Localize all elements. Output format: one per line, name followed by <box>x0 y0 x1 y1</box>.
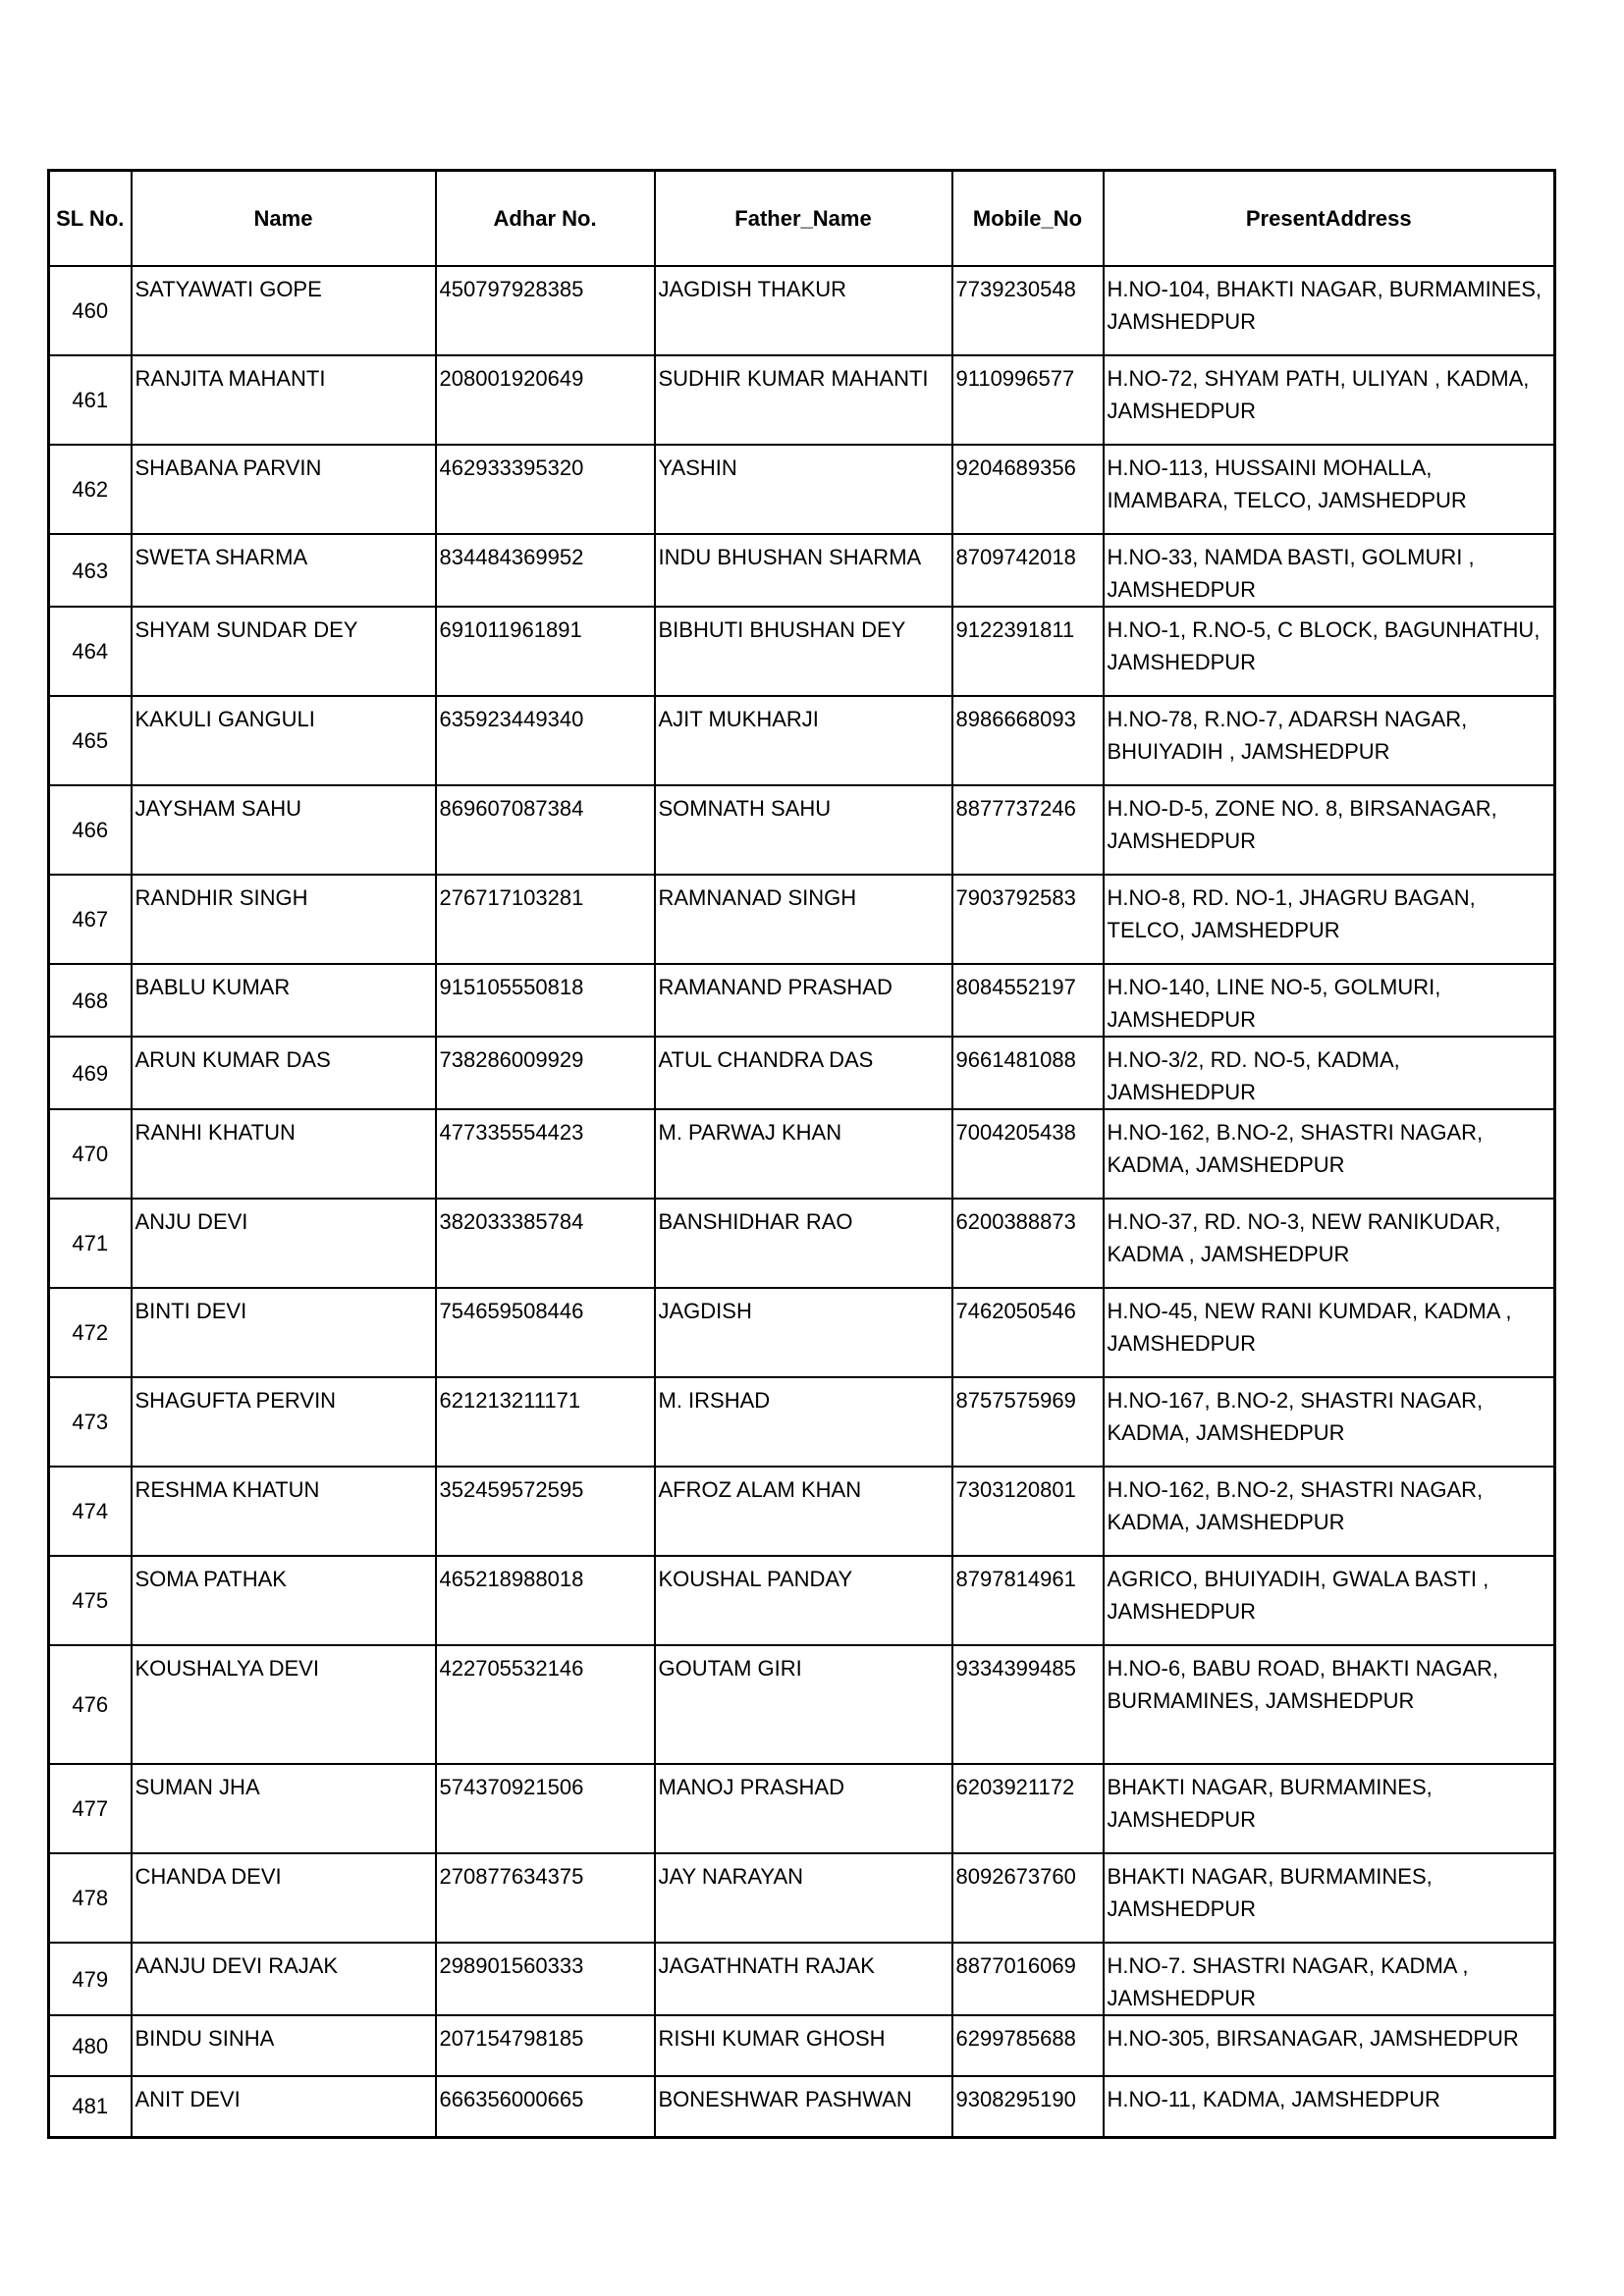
cell-name: ANIT DEVI <box>132 2076 436 2137</box>
cell-name: SATYAWATI GOPE <box>132 266 436 355</box>
cell-sl-no: 476 <box>49 1645 132 1764</box>
cell-father-name: BONESHWAR PASHWAN <box>655 2076 952 2137</box>
cell-sl-no: 466 <box>49 785 132 875</box>
cell-sl-no: 464 <box>49 607 132 696</box>
cell-present-address: H.NO-162, B.NO-2, SHASTRI NAGAR, KADMA, JAMSHEDPUR <box>1104 1109 1555 1199</box>
cell-father-name: ATUL CHANDRA DAS <box>655 1037 952 1109</box>
cell-father-name: BIBHUTI BHUSHAN DEY <box>655 607 952 696</box>
cell-name: ANJU DEVI <box>132 1199 436 1288</box>
table-row <box>49 1288 1555 1377</box>
cell-sl-no: 479 <box>49 1943 132 2015</box>
cell-father-name: RAMNANAD SINGH <box>655 875 952 964</box>
table-row <box>49 1556 1555 1645</box>
cell-present-address: AGRICO, BHUIYADIH, GWALA BASTI , JAMSHEDPUR <box>1104 1556 1555 1645</box>
table-row <box>49 355 1555 445</box>
cell-name: BINDU SINHA <box>132 2015 436 2076</box>
cell-sl-no: 481 <box>49 2076 132 2137</box>
cell-name: BABLU KUMAR <box>132 964 436 1037</box>
cell-adhar-no: 666356000665 <box>436 2076 655 2137</box>
cell-adhar-no: 834484369952 <box>436 534 655 607</box>
cell-sl-no: 472 <box>49 1288 132 1377</box>
cell-adhar-no: 691011961891 <box>436 607 655 696</box>
cell-mobile-no: 8757575969 <box>952 1377 1104 1467</box>
cell-sl-no: 478 <box>49 1853 132 1943</box>
cell-name: CHANDA DEVI <box>132 1853 436 1943</box>
cell-present-address: H.NO-8, RD. NO-1, JHAGRU BAGAN, TELCO, JAMSHEDPUR <box>1104 875 1555 964</box>
cell-mobile-no: 8877016069 <box>952 1943 1104 2015</box>
cell-present-address: H.NO-37, RD. NO-3, NEW RANIKUDAR, KADMA , JAMSHEDPUR <box>1104 1199 1555 1288</box>
cell-father-name: SUDHIR KUMAR MAHANTI <box>655 355 952 445</box>
cell-mobile-no: 7462050546 <box>952 1288 1104 1377</box>
table-row <box>49 1943 1555 2015</box>
cell-name: RANDHIR SINGH <box>132 875 436 964</box>
cell-sl-no: 475 <box>49 1556 132 1645</box>
cell-present-address: H.NO-305, BIRSANAGAR, JAMSHEDPUR <box>1104 2015 1555 2076</box>
cell-name: SOMA PATHAK <box>132 1556 436 1645</box>
cell-sl-no: 460 <box>49 266 132 355</box>
table-row <box>49 445 1555 534</box>
cell-father-name: JAGDISH THAKUR <box>655 266 952 355</box>
cell-mobile-no: 7739230548 <box>952 266 1104 355</box>
cell-father-name: MANOJ PRASHAD <box>655 1764 952 1853</box>
cell-father-name: INDU BHUSHAN SHARMA <box>655 534 952 607</box>
cell-mobile-no: 9110996577 <box>952 355 1104 445</box>
cell-mobile-no: 6203921172 <box>952 1764 1104 1853</box>
cell-adhar-no: 915105550818 <box>436 964 655 1037</box>
table-header-row <box>49 171 1555 267</box>
cell-mobile-no: 7903792583 <box>952 875 1104 964</box>
cell-mobile-no: 9661481088 <box>952 1037 1104 1109</box>
cell-sl-no: 470 <box>49 1109 132 1199</box>
cell-adhar-no: 465218988018 <box>436 1556 655 1645</box>
table-row <box>49 266 1555 355</box>
header-mobile-no: Mobile_No <box>952 171 1104 267</box>
table-row <box>49 2076 1555 2137</box>
cell-present-address: H.NO-D-5, ZONE NO. 8, BIRSANAGAR, JAMSHEDPUR <box>1104 785 1555 875</box>
cell-mobile-no: 8709742018 <box>952 534 1104 607</box>
cell-mobile-no: 8797814961 <box>952 1556 1104 1645</box>
table-row <box>49 875 1555 964</box>
cell-name: RANHI KHATUN <box>132 1109 436 1199</box>
table-row <box>49 1764 1555 1853</box>
cell-adhar-no: 869607087384 <box>436 785 655 875</box>
cell-present-address: H.NO-104, BHAKTI NAGAR, BURMAMINES, JAMSHEDPUR <box>1104 266 1555 355</box>
cell-mobile-no: 8084552197 <box>952 964 1104 1037</box>
cell-sl-no: 463 <box>49 534 132 607</box>
records-table <box>47 169 1556 2139</box>
table-row <box>49 1467 1555 1556</box>
cell-adhar-no: 462933395320 <box>436 445 655 534</box>
cell-adhar-no: 270877634375 <box>436 1853 655 1943</box>
table-row <box>49 1037 1555 1109</box>
cell-name: RANJITA MAHANTI <box>132 355 436 445</box>
cell-sl-no: 477 <box>49 1764 132 1853</box>
header-adhar-no: Adhar No. <box>436 171 655 267</box>
cell-present-address: H.NO-33, NAMDA BASTI, GOLMURI , JAMSHEDPUR <box>1104 534 1555 607</box>
cell-name: BINTI DEVI <box>132 1288 436 1377</box>
header-name: Name <box>132 171 436 267</box>
cell-sl-no: 480 <box>49 2015 132 2076</box>
header-sl-no: SL No. <box>49 171 132 267</box>
cell-father-name: AJIT MUKHARJI <box>655 696 952 785</box>
cell-present-address: H.NO-162, B.NO-2, SHASTRI NAGAR, KADMA, JAMSHEDPUR <box>1104 1467 1555 1556</box>
table-row <box>49 696 1555 785</box>
cell-name: SWETA SHARMA <box>132 534 436 607</box>
table-row <box>49 2015 1555 2076</box>
cell-present-address: H.NO-78, R.NO-7, ADARSH NAGAR, BHUIYADIH , JAMSHEDPUR <box>1104 696 1555 785</box>
cell-mobile-no: 9122391811 <box>952 607 1104 696</box>
cell-present-address: H.NO-3/2, RD. NO-5, KADMA, JAMSHEDPUR <box>1104 1037 1555 1109</box>
cell-father-name: RAMANAND PRASHAD <box>655 964 952 1037</box>
cell-sl-no: 474 <box>49 1467 132 1556</box>
cell-adhar-no: 422705532146 <box>436 1645 655 1764</box>
cell-adhar-no: 352459572595 <box>436 1467 655 1556</box>
header-father-name: Father_Name <box>655 171 952 267</box>
cell-adhar-no: 298901560333 <box>436 1943 655 2015</box>
cell-father-name: JAY NARAYAN <box>655 1853 952 1943</box>
cell-name: RESHMA KHATUN <box>132 1467 436 1556</box>
table-row <box>49 1199 1555 1288</box>
cell-adhar-no: 635923449340 <box>436 696 655 785</box>
cell-present-address: H.NO-72, SHYAM PATH, ULIYAN , KADMA, JAMSHEDPUR <box>1104 355 1555 445</box>
cell-name: ARUN KUMAR DAS <box>132 1037 436 1109</box>
header-present-address: PresentAddress <box>1104 171 1555 267</box>
cell-sl-no: 471 <box>49 1199 132 1288</box>
table-row <box>49 1853 1555 1943</box>
cell-mobile-no: 7004205438 <box>952 1109 1104 1199</box>
cell-present-address: H.NO-113, HUSSAINI MOHALLA, IMAMBARA, TELCO, JAMSHEDPUR <box>1104 445 1555 534</box>
table-row <box>49 785 1555 875</box>
table-row <box>49 607 1555 696</box>
cell-mobile-no: 6299785688 <box>952 2015 1104 2076</box>
cell-father-name: SOMNATH SAHU <box>655 785 952 875</box>
cell-father-name: M. IRSHAD <box>655 1377 952 1467</box>
cell-adhar-no: 738286009929 <box>436 1037 655 1109</box>
cell-father-name: JAGATHNATH RAJAK <box>655 1943 952 2015</box>
cell-mobile-no: 8986668093 <box>952 696 1104 785</box>
cell-name: SUMAN JHA <box>132 1764 436 1853</box>
table-row <box>49 1109 1555 1199</box>
cell-sl-no: 468 <box>49 964 132 1037</box>
cell-sl-no: 467 <box>49 875 132 964</box>
cell-name: KOUSHALYA DEVI <box>132 1645 436 1764</box>
cell-name: JAYSHAM SAHU <box>132 785 436 875</box>
cell-sl-no: 462 <box>49 445 132 534</box>
cell-father-name: RISHI KUMAR GHOSH <box>655 2015 952 2076</box>
cell-mobile-no: 9204689356 <box>952 445 1104 534</box>
cell-adhar-no: 754659508446 <box>436 1288 655 1377</box>
cell-present-address: BHAKTI NAGAR, BURMAMINES, JAMSHEDPUR <box>1104 1853 1555 1943</box>
cell-sl-no: 473 <box>49 1377 132 1467</box>
cell-mobile-no: 8092673760 <box>952 1853 1104 1943</box>
cell-sl-no: 465 <box>49 696 132 785</box>
cell-adhar-no: 207154798185 <box>436 2015 655 2076</box>
cell-mobile-no: 8877737246 <box>952 785 1104 875</box>
cell-name: SHABANA PARVIN <box>132 445 436 534</box>
cell-present-address: H.NO-140, LINE NO-5, GOLMURI, JAMSHEDPUR <box>1104 964 1555 1037</box>
table-row <box>49 1377 1555 1467</box>
cell-mobile-no: 7303120801 <box>952 1467 1104 1556</box>
cell-sl-no: 461 <box>49 355 132 445</box>
cell-adhar-no: 574370921506 <box>436 1764 655 1853</box>
cell-father-name: KOUSHAL PANDAY <box>655 1556 952 1645</box>
cell-father-name: JAGDISH <box>655 1288 952 1377</box>
cell-present-address: H.NO-167, B.NO-2, SHASTRI NAGAR, KADMA, JAMSHEDPUR <box>1104 1377 1555 1467</box>
cell-sl-no: 469 <box>49 1037 132 1109</box>
cell-mobile-no: 9334399485 <box>952 1645 1104 1764</box>
cell-mobile-no: 6200388873 <box>952 1199 1104 1288</box>
cell-adhar-no: 621213211171 <box>436 1377 655 1467</box>
cell-father-name: M. PARWAJ KHAN <box>655 1109 952 1199</box>
cell-name: KAKULI GANGULI <box>132 696 436 785</box>
cell-name: AANJU DEVI RAJAK <box>132 1943 436 2015</box>
cell-father-name: GOUTAM GIRI <box>655 1645 952 1764</box>
table-row <box>49 534 1555 607</box>
cell-father-name: YASHIN <box>655 445 952 534</box>
cell-present-address: H.NO-11, KADMA, JAMSHEDPUR <box>1104 2076 1555 2137</box>
cell-adhar-no: 477335554423 <box>436 1109 655 1199</box>
cell-name: SHYAM SUNDAR DEY <box>132 607 436 696</box>
cell-adhar-no: 208001920649 <box>436 355 655 445</box>
cell-name: SHAGUFTA PERVIN <box>132 1377 436 1467</box>
cell-present-address: H.NO-45, NEW RANI KUMDAR, KADMA , JAMSHEDPUR <box>1104 1288 1555 1377</box>
cell-adhar-no: 450797928385 <box>436 266 655 355</box>
cell-father-name: AFROZ ALAM KHAN <box>655 1467 952 1556</box>
cell-present-address: H.NO-7. SHASTRI NAGAR, KADMA , JAMSHEDPUR <box>1104 1943 1555 2015</box>
cell-present-address: H.NO-1, R.NO-5, C BLOCK, BAGUNHATHU, JAMSHEDPUR <box>1104 607 1555 696</box>
cell-adhar-no: 276717103281 <box>436 875 655 964</box>
cell-present-address: H.NO-6, BABU ROAD, BHAKTI NAGAR, BURMAMINES, JAMSHEDPUR <box>1104 1645 1555 1764</box>
table-row <box>49 964 1555 1037</box>
table-row <box>49 1645 1555 1764</box>
cell-mobile-no: 9308295190 <box>952 2076 1104 2137</box>
cell-adhar-no: 382033385784 <box>436 1199 655 1288</box>
table-body <box>49 266 1555 2137</box>
cell-present-address: BHAKTI NAGAR, BURMAMINES, JAMSHEDPUR <box>1104 1764 1555 1853</box>
cell-father-name: BANSHIDHAR RAO <box>655 1199 952 1288</box>
